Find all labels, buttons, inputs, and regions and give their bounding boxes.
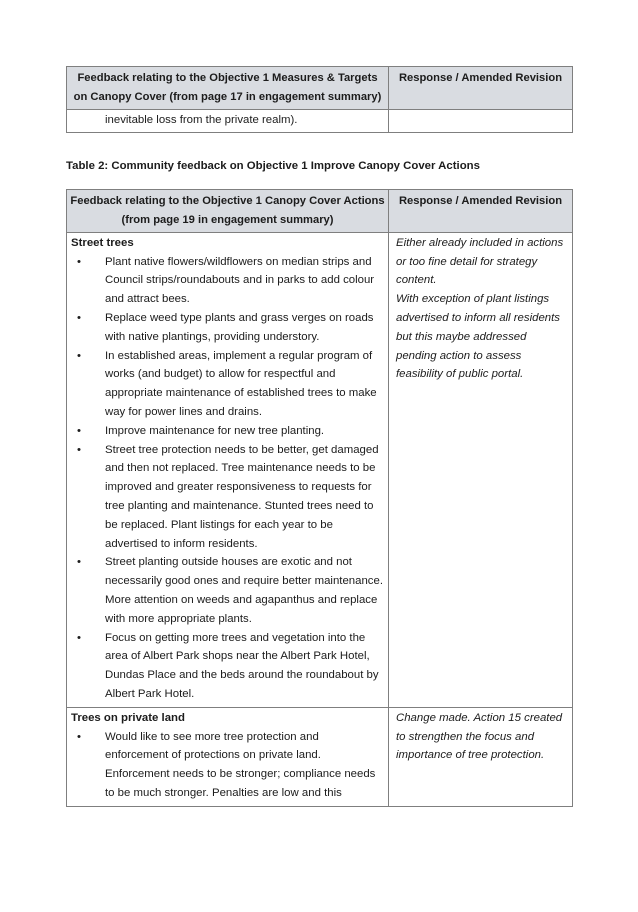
bullet-item: • Plant native flowers/wildflowers on median strips and Council strips/roundabouts and in parks to add colour and attract bees. — [71, 253, 384, 309]
response-paragraph: Either already included in actions or too fine detail for strategy content. — [396, 236, 564, 287]
table-2-canopy-actions — [66, 189, 573, 807]
bullet-item: • Focus on getting more trees and vegetation into the area of Albert Park shops near the Albert Park Hotel, Dundas Place and the beds around the roundabout by Albert Park Hotel. — [71, 629, 384, 704]
table1-feedback-cell: inevitable loss from the private realm). — [67, 109, 389, 133]
response-paragraph: Change made. Action 15 created to strengthen the focus and importance of tree protection. — [396, 711, 563, 762]
row-heading: Street trees — [71, 236, 134, 249]
table1-header-feedback: Feedback relating to the Objective 1 Measures & Targets on Canopy Cover (from page 17 in engagement summary) — [67, 67, 389, 110]
table1-response-cell — [389, 109, 573, 133]
bullet-item: • In established areas, implement a regular program of works (and budget) to allow for respectful and appropriate maintenance of established trees to make way for power lines and drains. — [71, 347, 384, 422]
table1-header-response: Response / Amended Revision — [389, 67, 573, 110]
bullet-item: • Would like to see more tree protection and enforcement of protections on private land. Enforcement needs to be stronger; compliance needs to be much stronger. Penalties are low and this — [71, 728, 384, 803]
bullet-item: • Replace weed type plants and grass verges on roads with native plantings, providing understory. — [71, 309, 384, 347]
feedback-cell — [67, 232, 389, 707]
table2-header-row — [67, 190, 573, 233]
row-heading: Trees on private land — [71, 711, 185, 724]
bullet-item: • Improve maintenance for new tree planting. — [71, 422, 384, 441]
table1-header-row — [67, 67, 573, 110]
table2-header-feedback — [67, 190, 389, 233]
table-row — [67, 707, 573, 806]
bullet-item: • Street tree protection needs to be better, get damaged and then not replaced. Tree maintenance needs to be improved and greater responsiveness to requests for tree planting and maintenance. Stunted trees need to be replaced. Plant listings for each year to be advertised to inform residents. — [71, 441, 384, 554]
table2-header-feedback-line1: Feedback relating to the Objective 1 Canopy Cover Actions — [70, 195, 385, 208]
feedback-cell — [67, 707, 389, 806]
response-cell — [389, 232, 573, 707]
response-paragraph: With exception of plant listings advertised to inform all residents but this maybe addressed pending action to assess feasibility of public portal. — [396, 293, 560, 381]
table-row — [67, 109, 573, 133]
response-cell — [389, 707, 573, 806]
table2-header-response: Response / Amended Revision — [389, 190, 573, 233]
bullet-list — [71, 253, 384, 704]
bullet-item: • Street planting outside houses are exotic and not necessarily good ones and require better maintenance. More attention on weeds and agapanthus and replace with more appropriate plants. — [71, 553, 384, 628]
table-row — [67, 232, 573, 707]
table2-header-feedback-line2: (from page 19 in engagement summary) — [121, 213, 334, 226]
table-1-measures-targets — [66, 66, 573, 133]
bullet-list — [71, 728, 384, 803]
table2-caption: Table 2: Community feedback on Objective 1 Improve Canopy Cover Actions — [66, 160, 480, 173]
